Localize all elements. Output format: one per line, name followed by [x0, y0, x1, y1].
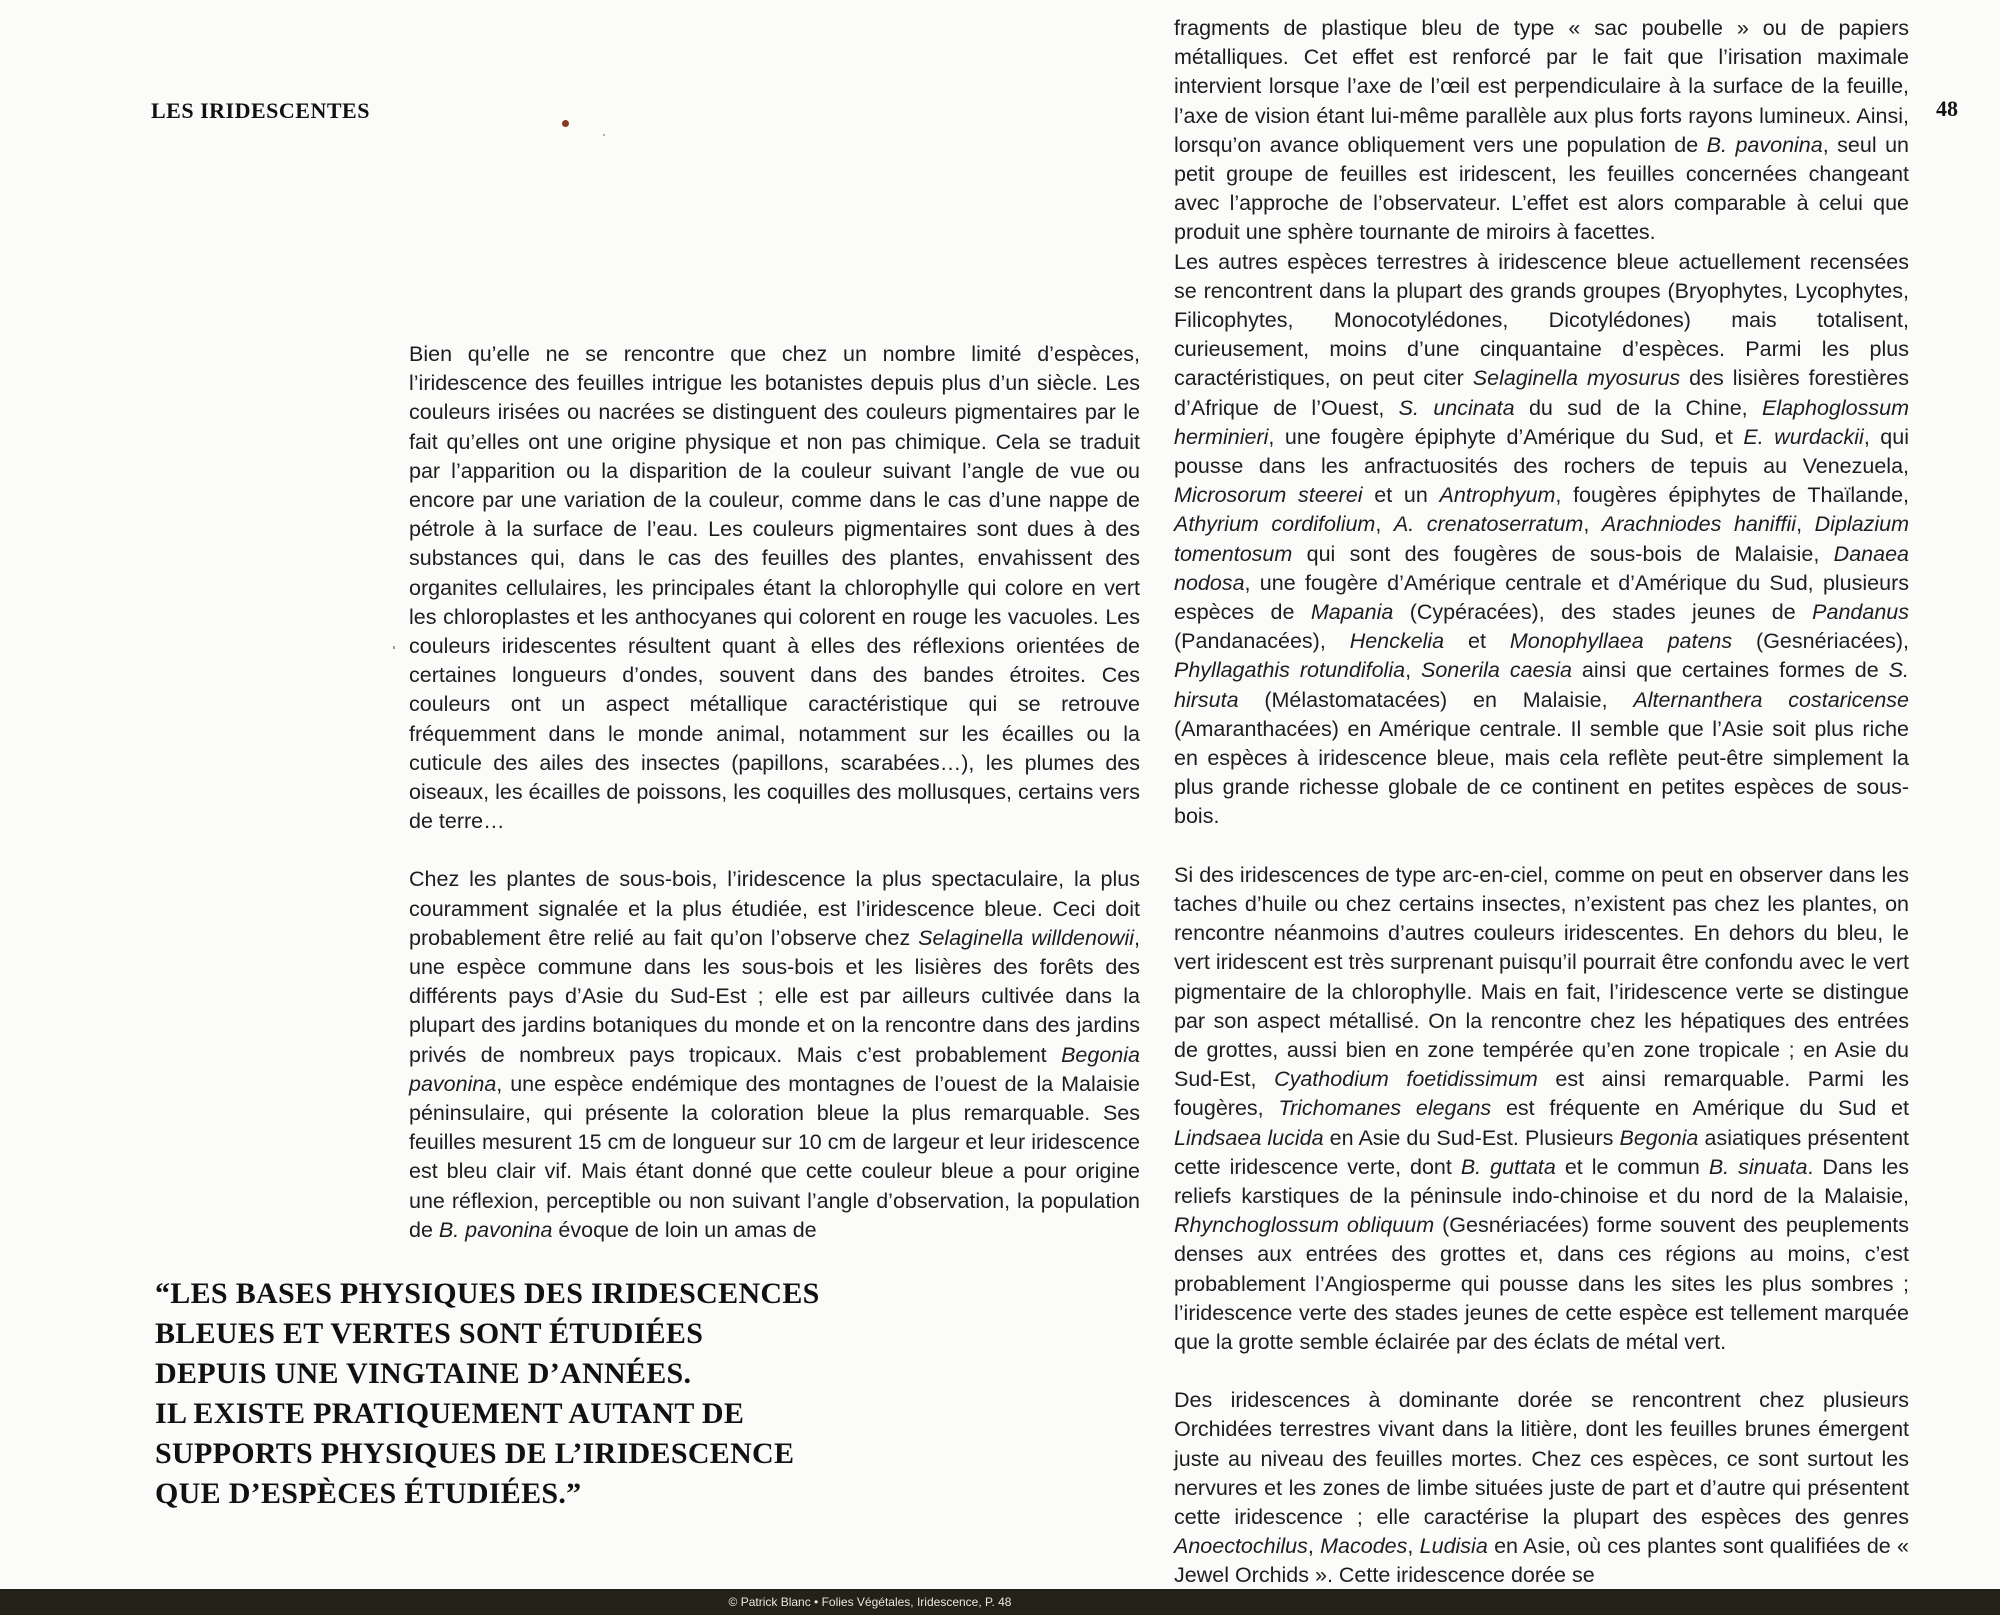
section-title: LES IRIDESCENTES [151, 98, 370, 123]
species-name: Alternanthera costaricense [1633, 687, 1909, 712]
text-run: Chez les plantes de sous-bois, l’iridescence la plus spectaculaire, la plus couramment signalée et la plus étudiée, est l’iridescence bleue. Ceci doit probablement être relié au fait qu’on l’observe chez [409, 867, 1140, 950]
text-run: , [1796, 512, 1815, 537]
species-name: Elaphoglossum herminieri [1174, 395, 1909, 449]
text-run: , fougères épiphytes de Thaïlande, [1555, 483, 1910, 508]
species-name: Macodes [1320, 1534, 1408, 1559]
text-run: et un [1362, 483, 1440, 508]
species-name: Pandanus [1812, 600, 1909, 625]
text-run: Des iridescences à dominante dorée se rencontrent chez plusieurs Orchidées terrestres vivant dans la litière, dont les feuilles brunes émergent juste au niveau des feuilles mortes. Chez ces espèces, ce sont surtout les nervures et les zones de limbe situées juste de part et d’autre qui présentent cette iridescence ; elle caractérise la plupart des espèces des genres [1174, 1388, 1909, 1529]
text-run: (Amaranthacées) en Amérique centrale. Il semble que l’Asie soit plus riche en espèces à iridescence bleue, mais cela reflète peut-être simplement la plus grande richesse globale de ce continent en petites espèces de sous-bois. [1174, 716, 1909, 829]
species-name: Phyllagathis rotundifolia [1174, 658, 1406, 683]
text-run: du sud de la Chine, [1514, 395, 1762, 420]
text-run: , [1375, 512, 1394, 537]
species-name: Selaginella myosurus [1472, 366, 1681, 391]
dust-speck [603, 134, 605, 136]
text-run: est ainsi remarquable. Parmi les fougères, [1174, 1067, 1909, 1121]
text-run: fragments de plastique bleu de type « sac poubelle » ou de papiers métalliques. Cet effet est renforcé par le fait que l’irisation maximale intervient lorsque l’axe de l’œil est perpendiculaire à la surface de la feuille, l’axe de vision étant lui-même parallèle aux plus forts rayons lumineux. Ainsi, lorsqu’on avance obliquement vers une population de [1174, 16, 1909, 157]
species-name: Anoectochilus [1174, 1534, 1308, 1559]
species-name: Sonerila caesia [1421, 658, 1572, 683]
text-run: et [1444, 629, 1510, 654]
text-run: (Cypéracées), des stades jeunes de [1393, 600, 1813, 625]
species-name: Begonia [1619, 1125, 1699, 1150]
species-name: S. hirsuta [1174, 658, 1909, 712]
quote-line: BLEUES ET VERTES SONT ÉTUDIÉES [155, 1317, 704, 1350]
species-name: Microsorum steerei [1174, 483, 1363, 508]
paragraph [1174, 861, 1909, 1357]
paragraph [1174, 14, 1909, 248]
species-name: B. sinuata [1708, 1154, 1808, 1179]
right-text-column [1174, 14, 1909, 1591]
species-name: Monophyllaea patens [1509, 629, 1733, 654]
quote-line: “LES BASES PHYSIQUES DES IRIDESCENCES [155, 1277, 820, 1310]
text-run: , [1583, 512, 1602, 537]
species-name: Danaea nodosa [1174, 541, 1909, 595]
text-run: asiatiques présentent cette iridescence verte, dont [1174, 1125, 1909, 1179]
page-number: 48 [1936, 96, 1958, 121]
species-name: Trichomanes elegans [1278, 1096, 1492, 1121]
species-name: Rhynchoglossum obliquum [1174, 1213, 1435, 1238]
paragraph [1174, 248, 1909, 832]
text-run: Si des iridescences de type arc-en-ciel, comme on peut en observer dans les taches d’huile ou chez certains insectes, n’existent pas chez les plantes, on rencontre néanmoins d’autres couleurs iridescentes. En dehors du bleu, le vert iridescent est très surprenant puisqu’il pourrait être confondu avec le vert pigmentaire de la chlorophylle. Mais en fait, l’iridescence verte se distingue par son aspect métallisé. On la rencontre chez les hépatiques des entrées de grottes, aussi bien en zone tempérée qu’en zone tropicale ; en Asie du Sud-Est, [1174, 862, 1909, 1092]
species-name: Cyathodium foetidissimum [1274, 1067, 1538, 1092]
paragraph [1174, 1386, 1909, 1590]
text-run: . Dans les reliefs karstiques de la péninsule indo-chinoise et du nord de la Malaisie, [1174, 1154, 1909, 1208]
species-name: S. uncinata [1398, 395, 1515, 420]
dust-speck [393, 646, 395, 649]
text-run: , [1407, 1534, 1420, 1559]
text-run: ainsi que certaines formes de [1571, 658, 1889, 683]
species-name: Diplazium tomentosum [1174, 512, 1910, 566]
species-name: Arachniodes haniffii [1601, 512, 1797, 537]
text-run: des lisières forestières d’Afrique de l’Ouest, [1174, 366, 1909, 420]
species-name: B. guttata [1460, 1154, 1556, 1179]
text-run: (Pandanacées), [1174, 629, 1350, 654]
text-run: , qui pousse dans les anfractuosités des rochers de tepuis au Venezuela, [1174, 424, 1909, 479]
left-text-column [409, 340, 1140, 1245]
text-run: évoque de loin un amas de [552, 1217, 817, 1242]
text-run: , [1307, 1534, 1321, 1559]
copyright-footer [0, 1589, 2000, 1615]
text-run: , seul un petit groupe de feuilles est iridescent, les feuilles concernées changeant avec l’approche de l’observateur. L’effet est alors comparable à celui que produit une sphère tournante de miroirs à facettes. [1174, 132, 1909, 245]
text-run: est fréquente en Amérique du Sud et [1491, 1096, 1909, 1121]
quote-line: SUPPORTS PHYSIQUES DE L’IRIDESCENCE [155, 1437, 795, 1470]
text-run: et le commun [1555, 1154, 1709, 1179]
pull-quote [155, 1274, 915, 1514]
quote-line: DEPUIS UNE VINGTAINE D’ANNÉES. [155, 1357, 692, 1390]
paragraph [409, 865, 1140, 1245]
species-name: Lindsaea lucida [1174, 1125, 1324, 1150]
species-name: A. crenatoserratum [1393, 512, 1584, 537]
text-run: , une fougère d’Amérique centrale et d’Amérique du Sud, plusieurs espèces de [1174, 570, 1909, 625]
species-name: B. pavonina [1706, 132, 1823, 157]
text-run: Les autres espèces terrestres à iridescence bleue actuellement recensées se rencontrent dans la plupart des grands groupes (Bryophytes, Lycophytes, Filicophytes, Monocotylédones, Dicotylédones) mais totalisent, curieusement, moins d’une cinquantaine d’espèces. Parmi les plus caractéristiques, on peut citer [1174, 249, 1909, 391]
species-name: Antrophyum [1439, 483, 1556, 508]
text-run: , une espèce commune dans les sous-bois et les lisières des forêts des différents pays d’Asie du Sud-Est ; elle est par ailleurs cultivée dans la plupart des jardins botaniques du monde et on la rencontre dans des jardins privés de nombreux pays tropicaux. Mais c’est probablement [409, 925, 1140, 1067]
quote-line: QUE D’ESPÈCES ÉTUDIÉES.” [155, 1477, 582, 1510]
species-name: Mapania [1310, 600, 1394, 625]
text-run: en Asie, où ces plantes sont qualifiées de « Jewel Orchids ». Cette iridescence dorée se [1174, 1534, 1909, 1588]
text-run: (Mélastomatacées) en Malaisie, [1238, 687, 1634, 712]
paragraph: Bien qu’elle ne se rencontre que chez un nombre limité d’espèces, l’iridescence des feuilles intrigue les botanistes depuis plus d’un siècle. Les couleurs irisées ou nacrées se distinguent des couleurs pigmentaires par le fait qu’elles ont une origine physique et non pas chimique. Cela se traduit par l’apparition ou la disparition de la couleur suivant l’angle de vue ou encore par une variation de la couleur, comme dans le cas d’une nappe de pétrole à la surface de l’eau. Les couleurs pigmentaires sont dues à des substances qui, dans le cas des feuilles des plantes, envahissent des organites cellulaires, les principales étant la chlorophylle qui colore en vert les chloroplastes et les anthocyanes qui colorent en rouge les vacuoles. Les couleurs iridescentes résultent quant à elles des réflexions orientées de certaines longueurs d’ondes, souvent dans des bandes étroites. Ces couleurs ont un aspect métallique caractéristique qui se retrouve fréquemment dans le monde animal, notamment sur les écailles ou la cuticule des ailes des insectes (papillons, scarabées…), les plumes des oiseaux, les écailles de poissons, les coquilles des mollusques, certains vers de terre… [409, 342, 1140, 834]
text-run: (Gesnériacées) forme souvent des peuplements denses aux entrées des grottes et, dans ces régions au moins, c’est probablement l’Angiosperme qui pousse dans les sites les plus sombres ; l’iridescence verte des stades jeunes de cette espèce est tellement marquée que la grotte semble éclairée par des éclats de métal vert. [1174, 1213, 1910, 1354]
text-run: qui sont des fougères de sous-bois de Malaisie, [1292, 541, 1834, 566]
species-name: Begonia pavonina [409, 1042, 1140, 1096]
species-name: E. wurdackii [1743, 424, 1864, 449]
text-run: , une espèce endémique des montagnes de l’ouest de la Malaisie péninsulaire, qui présente la coloration bleue la plus remarquable. Ses feuilles mesurent 15 cm de longueur sur 10 cm de largeur et leur iridescence est bleu clair vif. Mais étant donné que cette couleur bleue a pour origine une réflexion, perceptible ou non suivant l’angle d’observation, la population de [409, 1071, 1140, 1242]
text-run: en Asie du Sud-Est. Plusieurs [1323, 1125, 1620, 1150]
species-name: Ludisia [1419, 1534, 1488, 1559]
footer-credit: © Patrick Blanc • Folies Végétales, Iridescence, P. 48 [728, 1595, 1012, 1609]
species-name: Selaginella willdenowii [918, 925, 1134, 950]
text-run: , une fougère épiphyte d’Amérique du Sud, et [1268, 424, 1744, 449]
quote-line: IL EXISTE PRATIQUEMENT AUTANT DE [155, 1397, 745, 1430]
species-name: B. pavonina [438, 1217, 553, 1242]
ink-speck [562, 120, 569, 127]
species-name: Henckelia [1349, 629, 1445, 654]
species-name: Athyrium cordifolium [1174, 512, 1376, 537]
text-run: , [1405, 658, 1421, 683]
text-run: (Gesnériacées), [1732, 629, 1909, 654]
